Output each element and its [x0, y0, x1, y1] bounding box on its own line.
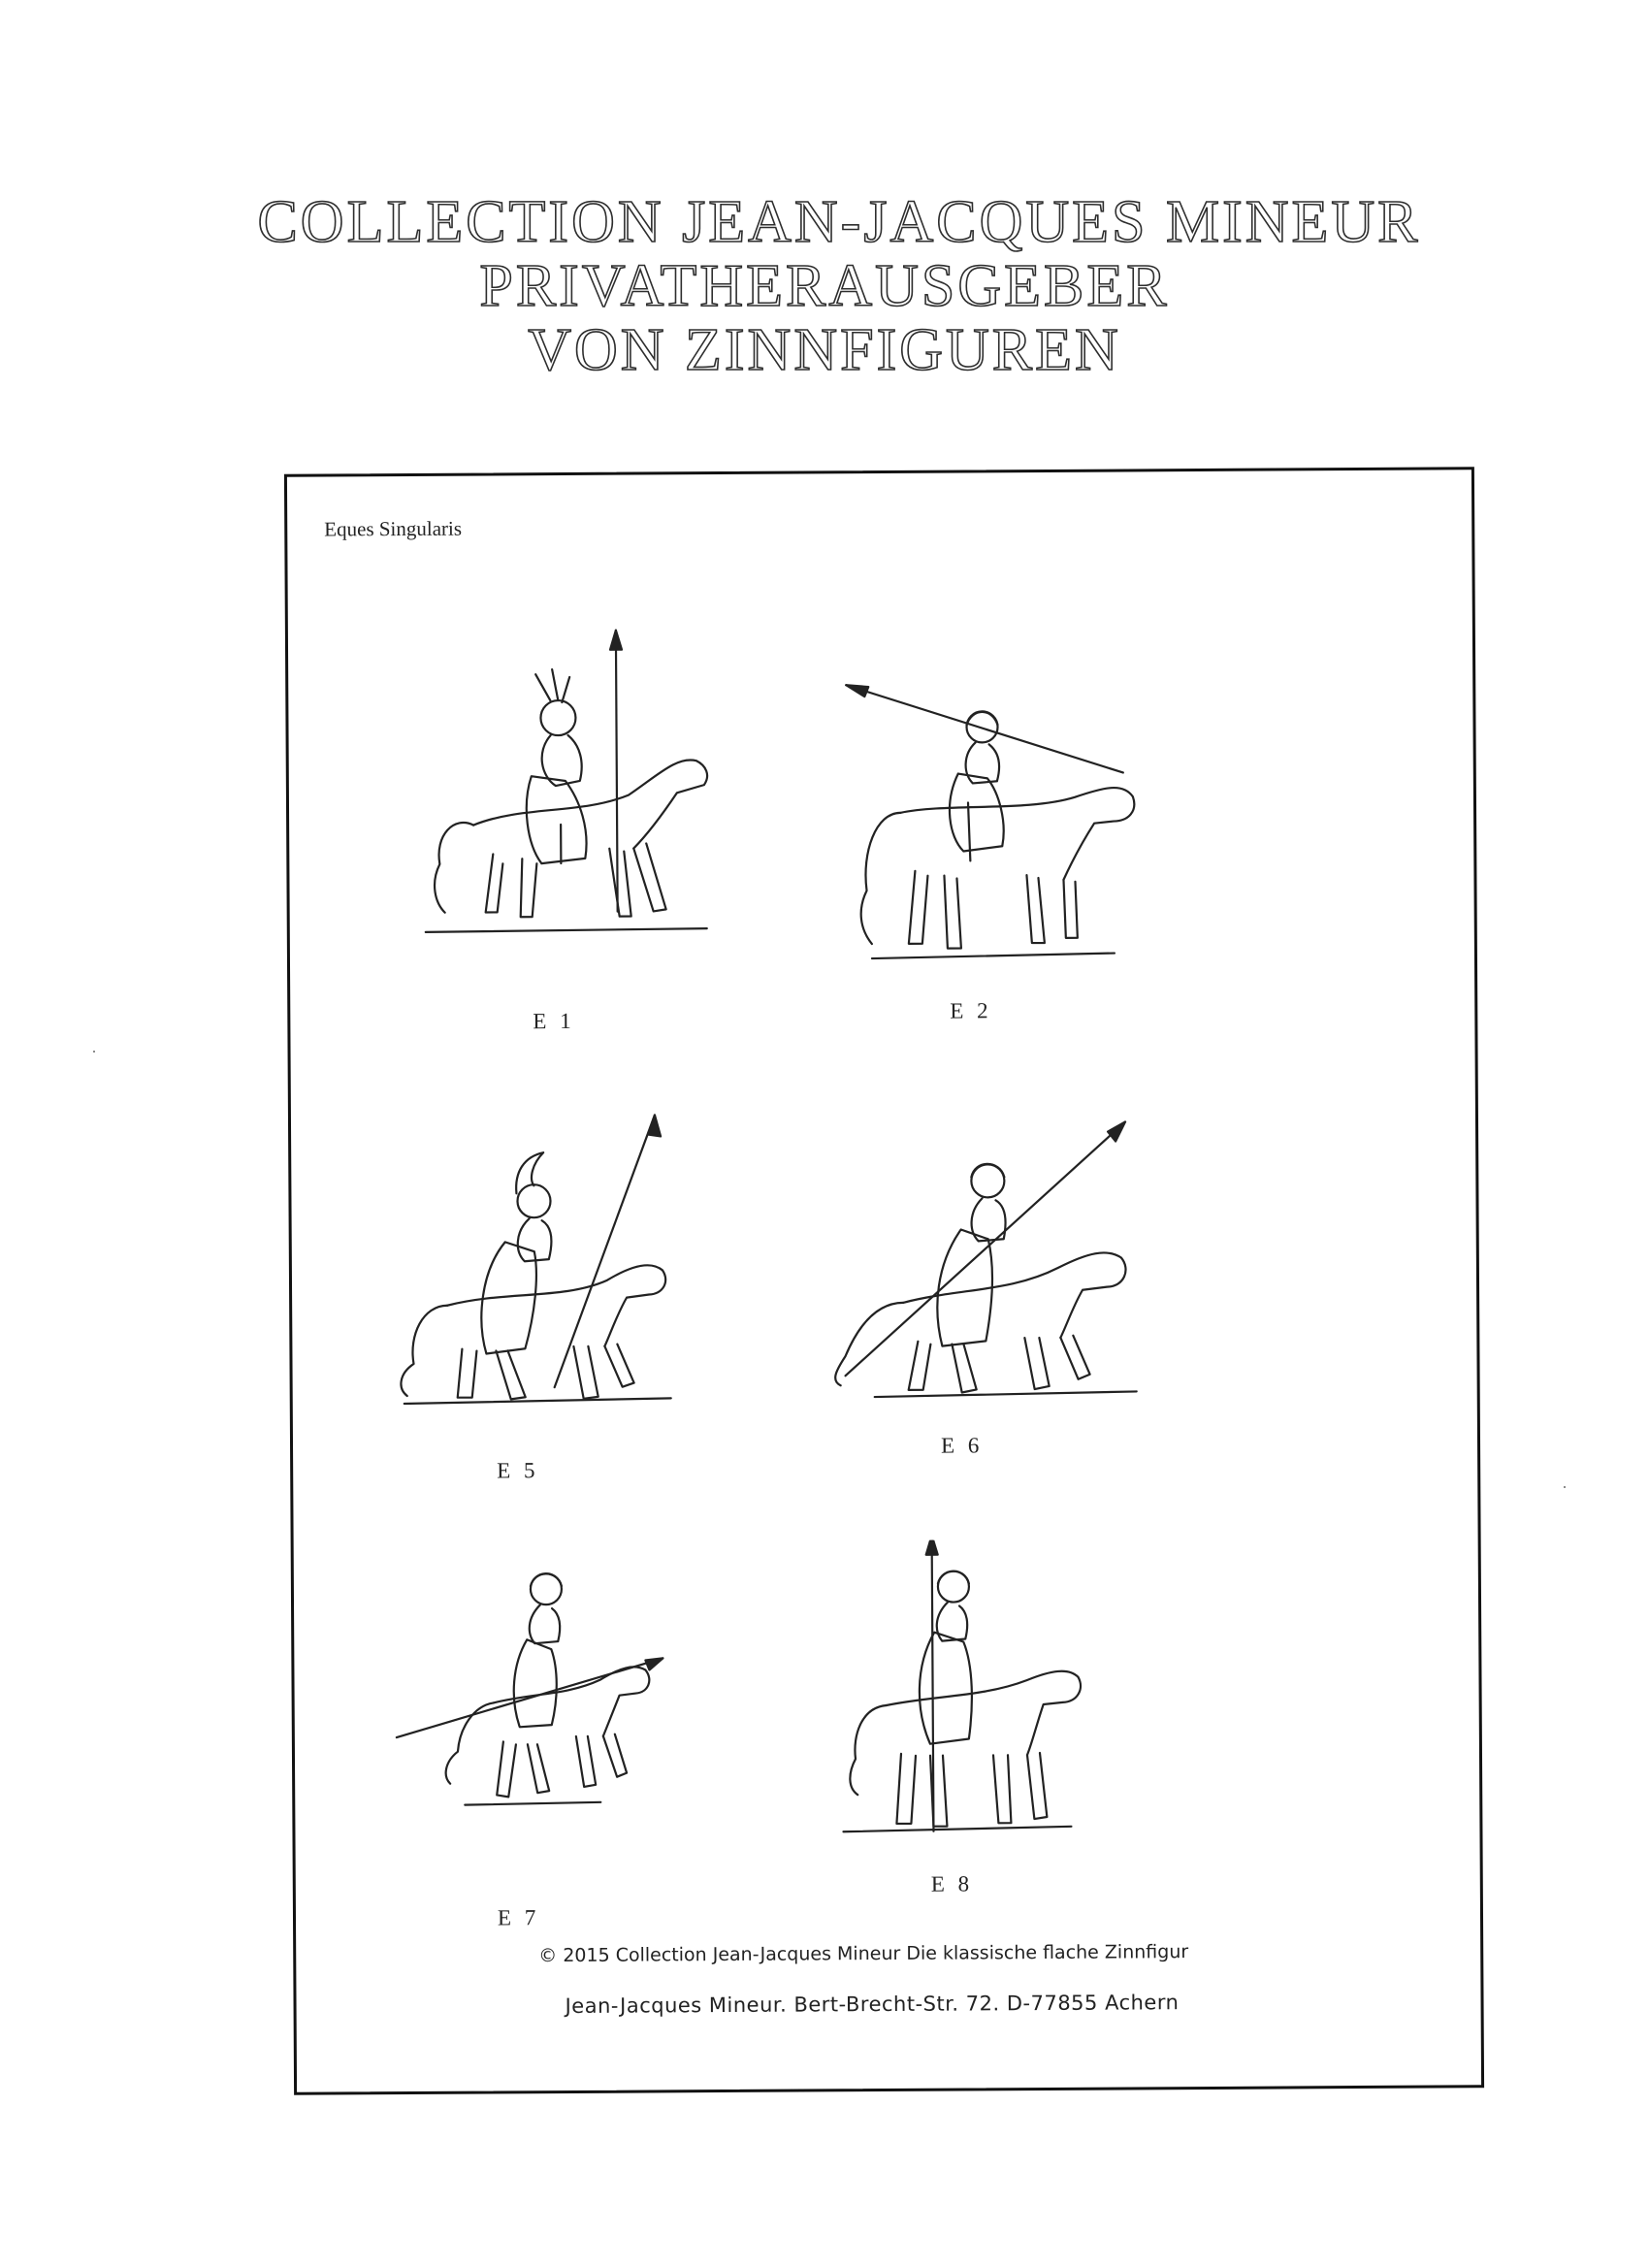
cavalry-rider-lowered-spear-icon — [831, 665, 1163, 988]
figure-label-e8: E 8 — [930, 1871, 974, 1896]
header-line-3: VON ZINNFIGUREN — [528, 317, 1121, 383]
figure-e1 — [414, 620, 746, 942]
figure-label-e7: E 7 — [497, 1905, 540, 1930]
figure-label-e5: E 5 — [497, 1458, 539, 1483]
cavalry-rider-crested-helmet-icon — [378, 1095, 710, 1417]
copyright-line: © 2015 Collection Jean-Jacques Mineur Die klassische flache Zinnfigur — [538, 1941, 1189, 1967]
figure-sheet-frame — [284, 467, 1484, 2094]
page-header — [0, 190, 1649, 382]
figure-e6 — [815, 1083, 1147, 1405]
cavalry-rider-upright-spear-icon — [414, 620, 746, 942]
scan-speck — [93, 1051, 95, 1053]
figure-e5 — [378, 1095, 710, 1417]
figure-label-e6: E 6 — [940, 1433, 984, 1458]
figure-e2 — [831, 665, 1163, 988]
cavalry-rider-upright-spear-icon — [818, 1539, 1149, 1861]
cavalry-rider-lowered-spear-icon — [391, 1532, 723, 1854]
header-line-1: COLLECTION JEAN-JACQUES MINEUR — [257, 189, 1421, 255]
figure-label-e2: E 2 — [950, 998, 992, 1023]
header-line-2: PRIVATHERAUSGEBER — [479, 253, 1170, 319]
sheet-title: Eques Singularis — [324, 516, 463, 541]
scan-speck — [1564, 1486, 1566, 1488]
figure-e8 — [818, 1539, 1149, 1861]
address-line: Jean-Jacques Mineur. Bert-Brecht-Str. 72. D-77855 Achern — [565, 1991, 1180, 2019]
figure-e7 — [391, 1532, 723, 1854]
cavalry-rider-couched-spear-icon — [815, 1083, 1147, 1405]
figure-label-e1: E 1 — [533, 1008, 575, 1034]
